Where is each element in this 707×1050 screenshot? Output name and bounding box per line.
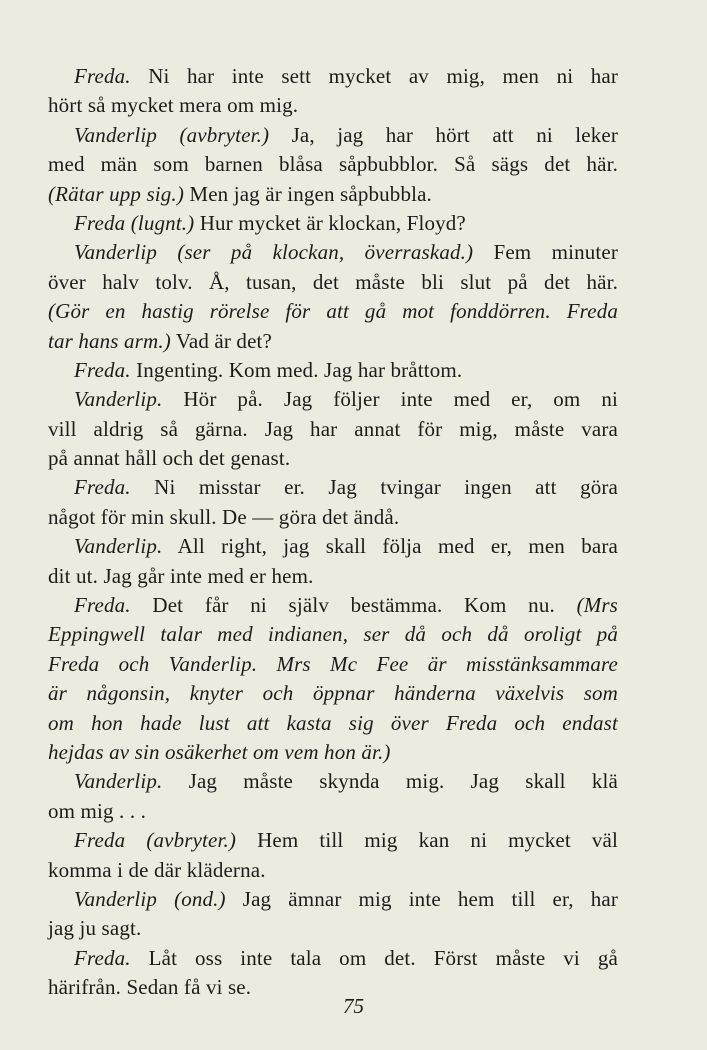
text-line <box>48 532 618 561</box>
page-number: 75 <box>343 994 364 1018</box>
stage-direction-text: Vanderlip. <box>74 534 163 559</box>
stage-direction-text: Vanderlip (ond.) <box>74 886 226 911</box>
stage-direction-text: Freda. <box>74 64 131 88</box>
dialogue-text: Hur mycket är klockan, Floyd? <box>194 210 466 235</box>
text-line <box>48 650 618 679</box>
stage-direction-text: Freda. <box>74 475 131 500</box>
stage-direction-text: är någonsin, knyter och öppnar händerna växelvis som <box>48 681 618 706</box>
text-line <box>48 297 618 326</box>
stage-direction-text: Freda. <box>74 593 131 618</box>
text-line <box>48 914 618 943</box>
dialogue-text: Vad är det? <box>170 328 272 353</box>
dialogue-text: Ni har inte sett mycket av mig, men ni har <box>130 64 618 88</box>
dialogue-text: Det får ni själv bestämma. Kom nu. <box>130 593 577 618</box>
dialogue-text: om mig . . . <box>48 798 147 823</box>
stage-direction-text: (Gör en hastig rörelse för att gå mot fonddörren. Freda <box>48 299 618 324</box>
stage-direction-text: Vanderlip (avbryter.) <box>74 122 270 147</box>
dialogue-text: något för min skull. De — göra det ändå. <box>48 504 400 529</box>
text-line <box>48 150 618 179</box>
stage-direction-text: Freda och Vanderlip. Mrs Mc Fee är misstänksammare <box>48 651 618 676</box>
dialogue-text: hört så mycket mera om mig. <box>48 93 299 118</box>
dialogue-text: Jag måste skynda mig. Jag skall klä <box>162 769 618 794</box>
text-line <box>48 327 618 356</box>
stage-direction-text: Eppingwell talar med indianen, ser då och då oroligt på <box>48 622 618 647</box>
text-line <box>48 62 618 91</box>
text-line <box>48 679 618 708</box>
dialogue-text: över halv tolv. Å, tusan, det måste bli slut på det här. <box>48 269 618 294</box>
text-line <box>48 180 618 209</box>
dialogue-text: Jag ämnar mig inte hem till er, har <box>225 886 618 911</box>
dialogue-text: Ni misstar er. Jag tvingar ingen att göra <box>130 475 618 500</box>
dialogue-text: komma i de där kläderna. <box>48 857 266 882</box>
text-line <box>48 738 618 767</box>
stage-direction-text: (Mrs <box>576 593 618 618</box>
dialogue-text: Ja, jag har hört att ni leker <box>269 122 618 147</box>
text-line <box>48 826 618 855</box>
text-line <box>48 503 618 532</box>
dialogue-text: Fem minuter <box>473 240 618 265</box>
text-line <box>48 385 618 414</box>
text-line <box>48 767 618 796</box>
stage-direction-text: (Rätar upp sig.) <box>48 181 184 206</box>
dialogue-text: Hör på. Jag följer inte med er, om ni <box>162 387 618 412</box>
text-line <box>48 356 618 385</box>
dialogue-text: Ingenting. Kom med. Jag har bråttom. <box>130 357 463 382</box>
stage-direction-text: om hon hade lust att kasta sig över Freda och endast <box>48 710 618 735</box>
text-line <box>48 797 618 826</box>
stage-direction-text: Vanderlip (ser på klockan, överraskad.) <box>74 240 474 265</box>
dialogue-text: jag ju sagt. <box>48 916 142 941</box>
stage-direction-text: tar hans arm.) <box>48 328 171 353</box>
text-line <box>48 944 618 973</box>
text-line <box>48 209 618 238</box>
stage-direction-text: Freda (avbryter.) <box>74 828 237 853</box>
text-line <box>48 268 618 297</box>
dialogue-text: dit ut. Jag går inte med er hem. <box>48 563 314 588</box>
stage-direction-text: Freda. <box>74 357 131 382</box>
dialogue-text: All right, jag skall följa med er, men bara <box>162 534 618 559</box>
dialogue-text: Men jag är ingen såpbubbla. <box>183 181 432 206</box>
stage-direction-text: Vanderlip. <box>74 387 163 412</box>
text-line <box>48 856 618 885</box>
dialogue-text: vill aldrig så gärna. Jag har annat för mig, måste vara <box>48 416 618 441</box>
play-dialogue-text <box>48 62 618 1003</box>
stage-direction-text: Freda. <box>74 945 131 970</box>
text-line <box>48 562 618 591</box>
stage-direction-text: Vanderlip. <box>74 769 163 794</box>
dialogue-text: på annat håll och det genast. <box>48 446 291 471</box>
text-line <box>48 885 618 914</box>
dialogue-text: med män som barnen blåsa såpbubblor. Så sägs det här. <box>48 152 618 177</box>
dialogue-text: härifrån. Sedan få vi se. <box>48 975 252 1000</box>
text-line <box>48 238 618 267</box>
text-line <box>48 415 618 444</box>
dialogue-text: Låt oss inte tala om det. Först måste vi gå <box>130 945 618 970</box>
text-line <box>48 709 618 738</box>
text-line <box>48 444 618 473</box>
stage-direction-text: Freda (lugnt.) <box>74 210 195 235</box>
text-line <box>48 91 618 120</box>
text-line <box>48 620 618 649</box>
stage-direction-text: hejdas av sin osäkerhet om vem hon är.) <box>48 739 391 764</box>
dialogue-text: Hem till mig kan ni mycket väl <box>236 828 618 853</box>
text-line <box>48 591 618 620</box>
text-line <box>48 473 618 502</box>
text-line <box>48 121 618 150</box>
